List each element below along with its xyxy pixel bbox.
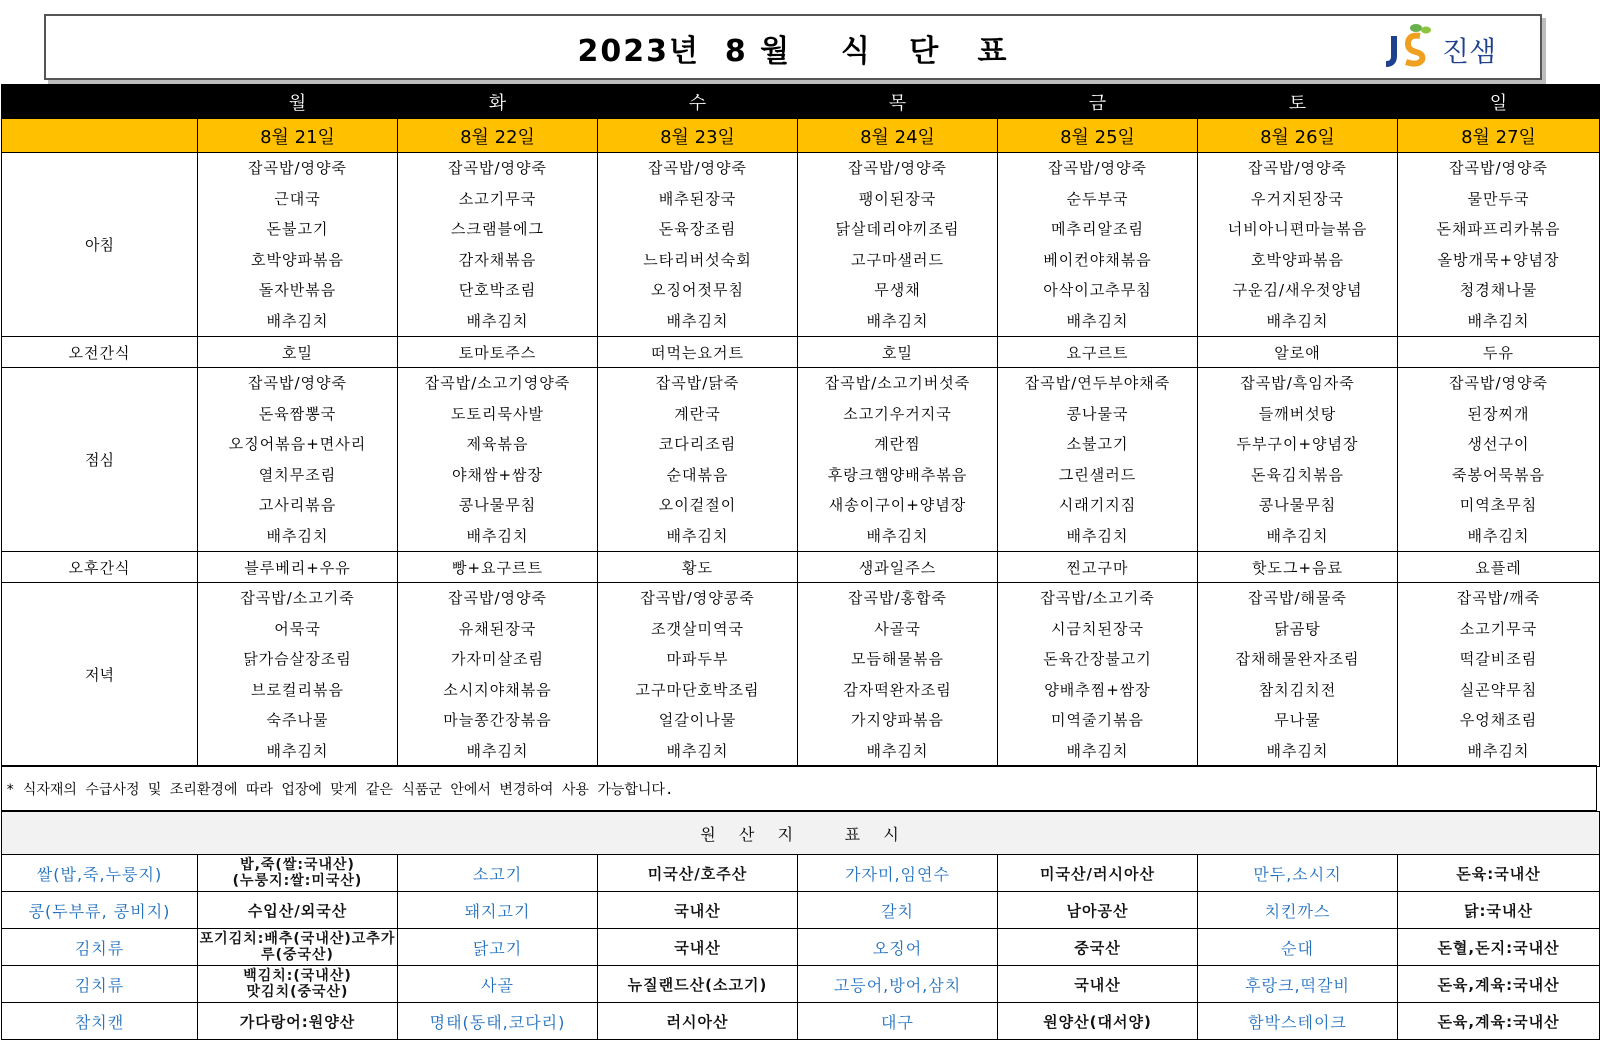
menu-item: 청경채나물 [1459,281,1538,299]
menu-item: 잡곡밥/영양콩죽 [640,589,755,607]
menu-item: 야채쌈+쌈장 [451,465,544,484]
meal-label: 오전간식 [2,337,198,368]
menu-item: 배추김치 [666,311,729,330]
menu-item: 잡채해물완자조림 [1235,650,1360,668]
meal-label: 아침 [2,153,198,337]
menu-item: 잡곡밥/연두부야채죽 [1024,374,1171,392]
origin-source: 국내산 [598,929,798,966]
menu-item: 미역줄기볶음 [1051,711,1144,729]
origin-food: 만두,소시지 [1198,855,1398,892]
menu-item: 숙주나물 [266,711,329,729]
menu-item: 호박양파볶음 [251,250,344,269]
origin-source: 국내산 [598,892,798,929]
menu-item: 잡곡밥/영양죽 [248,159,347,177]
meal-cell [198,153,398,337]
menu-item: 잡곡밥/영양죽 [848,159,947,177]
menu-item: 고구마단호박조림 [635,680,760,699]
snack-item: 알로애 [1198,337,1398,368]
origin-food: 김치류 [2,929,198,966]
menu-item: 베이컨야채볶음 [1043,250,1152,269]
menu-item: 배추된장국 [658,189,737,208]
weekday-header: 수 [598,85,798,119]
meal-cell [998,368,1198,552]
origin-food: 대구 [798,1003,998,1040]
meal-row-pm-snack [2,552,1600,583]
origin-row [2,892,1600,929]
menu-item: 사골국 [874,619,921,638]
date-header: 8월 26일 [1198,119,1398,153]
menu-item: 소시지야채볶음 [443,680,552,699]
menu-item: 그린샐러드 [1058,465,1137,484]
meal-cell [1198,583,1398,767]
menu-item: 떡갈비조림 [1459,650,1538,668]
menu-item: 잡곡밥/영양죽 [448,589,547,607]
origin-food: 돼지고기 [398,892,598,929]
menu-item: 배추김치 [266,526,329,545]
menu-item: 돌자반볶음 [258,281,337,299]
meal-label: 오후간식 [2,552,198,583]
menu-item: 콩나물국 [1066,404,1129,423]
menu-item: 우엉채조림 [1459,711,1538,729]
menu-item: 도토리묵사발 [451,404,544,423]
meal-cell [598,153,798,337]
origin-source: 남아공산 [998,892,1198,929]
snack-item: 요구르트 [998,337,1198,368]
origin-row [2,966,1600,1003]
weekday-header: 월 [198,85,398,119]
snack-item: 핫도그+음료 [1198,552,1398,583]
menu-item: 죽봉어묵볶음 [1452,465,1545,484]
menu-item: 돈불고기 [266,220,329,238]
menu-item: 얼갈이나물 [658,711,737,729]
weekday-header-row [2,85,1600,119]
menu-item: 배추김치 [266,741,329,760]
meal-cell [398,368,598,552]
origin-food: 순대 [1198,929,1398,966]
meal-cell [598,583,798,767]
menu-item: 양배추찜+쌈장 [1044,680,1151,699]
meal-cell [798,368,998,552]
meal-cell [1398,153,1600,337]
origin-source: 수입산/외국산 [198,892,398,929]
snack-item: 블루베리+우유 [198,552,398,583]
snack-item: 찐고구마 [998,552,1198,583]
weekday-header: 목 [798,85,998,119]
menu-item: 두부구이+양념장 [1236,435,1359,453]
origin-source: 원양산(대서양) [998,1003,1198,1040]
origin-source: 가다랑어:원양산 [198,1003,398,1040]
menu-item: 브로컬리볶음 [251,680,344,699]
menu-item: 콩나물무침 [1258,496,1337,514]
menu-item: 잡곡밥/영양죽 [1449,159,1548,177]
origin-source: 러시아산 [598,1003,798,1040]
snack-item: 황도 [598,552,798,583]
menu-item: 잡곡밥/닭죽 [655,374,740,392]
menu-item: 배추김치 [1266,741,1329,760]
menu-item: 무생채 [874,281,921,299]
meal-cell [798,583,998,767]
menu-item: 근대국 [274,189,321,208]
menu-item: 시금치된장국 [1051,619,1144,638]
weekday-header: 화 [398,85,598,119]
menu-item: 잡곡밥/깨죽 [1456,589,1541,607]
origin-food: 가자미,임연수 [798,855,998,892]
menu-item: 감자채볶음 [458,250,537,269]
origin-source: 미국산/호주산 [598,855,798,892]
menu-item: 감자떡완자조림 [843,680,952,699]
snack-item: 호밀 [798,337,998,368]
menu-item: 배추김치 [466,741,529,760]
menu-item: 열치무조림 [258,465,337,484]
meal-cell [1198,368,1398,552]
menu-item: 잡곡밥/영양죽 [1248,159,1347,177]
origin-food: 참치캔 [2,1003,198,1040]
menu-item: 순대볶음 [666,465,729,484]
origin-row [2,1003,1600,1040]
menu-item: 배추김치 [1066,311,1129,330]
menu-item: 소고기우거지국 [843,404,952,423]
menu-item: 잡곡밥/소고기죽 [1040,589,1155,607]
meal-cell [998,153,1198,337]
menu-item: 올방개묵+양념장 [1437,250,1560,269]
origin-source: 돈육,계육:국내산 [1398,1003,1600,1040]
menu-item: 잡곡밥/소고기영양죽 [424,374,571,392]
menu-item: 물만두국 [1467,189,1530,208]
menu-item: 잡곡밥/흑임자죽 [1240,374,1355,392]
weekday-header: 토 [1198,85,1398,119]
corner-cell [2,85,198,119]
origin-food: 사골 [398,966,598,1003]
meal-row-dinner [2,583,1600,767]
meal-label: 점심 [2,368,198,552]
menu-item: 계란찜 [874,435,921,453]
meal-cell [1398,368,1600,552]
menu-item: 잡곡밥/영양죽 [1449,374,1548,392]
company-logo [1380,22,1510,70]
menu-item: 소고기무국 [458,189,537,208]
origin-source: 닭:국내산 [1398,892,1600,929]
origin-food: 고등어,방어,삼치 [798,966,998,1003]
snack-item: 토마토주스 [398,337,598,368]
snack-item: 두유 [1398,337,1600,368]
origin-food: 명태(동태,코다리) [398,1003,598,1040]
origin-row [2,929,1600,966]
menu-item: 참치김치전 [1258,680,1337,699]
origin-row [2,855,1600,892]
menu-item: 가자미살조림 [451,650,544,668]
menu-item: 후랑크햄양배추볶음 [827,465,968,484]
snack-item: 호밀 [198,337,398,368]
menu-item: 우거지된장국 [1251,189,1344,208]
meal-cell [1198,153,1398,337]
origin-source: 중국산 [998,929,1198,966]
menu-item: 소고기무국 [1459,619,1538,638]
menu-item: 잡곡밥/소고기죽 [240,589,355,607]
menu-item: 오이겉절이 [658,496,737,514]
origin-source: 백김치:(국내산) 맛김치(중국산) [198,966,398,1003]
meal-label: 저녁 [2,583,198,767]
menu-item: 잡곡밥/영양죽 [1048,159,1147,177]
origin-food: 닭고기 [398,929,598,966]
origin-source: 미국산/러시아산 [998,855,1198,892]
meal-row-breakfast [2,153,1600,337]
menu-item: 돈채파프리카볶음 [1436,220,1561,238]
menu-item: 배추김치 [866,741,929,760]
date-header: 8월 23일 [598,119,798,153]
menu-item: 잡곡밥/소고기버섯죽 [824,374,971,392]
menu-item: 코다리조림 [658,435,737,453]
menu-item: 호박양파볶음 [1251,250,1344,269]
date-header: 8월 21일 [198,119,398,153]
menu-item: 순두부국 [1066,189,1129,208]
menu-item: 실곤약무침 [1459,680,1538,699]
date-header: 8월 24일 [798,119,998,153]
menu-item: 배추김치 [1266,526,1329,545]
menu-item: 모듬해물볶음 [851,650,944,668]
menu-item: 조갯살미역국 [651,619,744,638]
meal-cell [398,583,598,767]
date-header-row [2,119,1600,153]
origin-food: 콩(두부류, 콩비지) [2,892,198,929]
origin-food: 갈치 [798,892,998,929]
menu-item: 가지양파볶음 [851,711,944,729]
menu-item: 오징어볶음+면사리 [228,435,367,453]
menu-item: 무나물 [1274,711,1321,729]
origin-food: 오징어 [798,929,998,966]
date-header: 8월 27일 [1398,119,1600,153]
date-header: 8월 22일 [398,119,598,153]
weekday-header: 일 [1398,85,1600,119]
title-banner [44,14,1542,80]
menu-item: 닭곰탕 [1274,619,1321,638]
menu-item: 배추김치 [1266,311,1329,330]
menu-item: 생선구이 [1467,435,1530,453]
menu-item: 배추김치 [266,311,329,330]
weekday-header: 금 [998,85,1198,119]
origin-source: 뉴질랜드산(소고기) [598,966,798,1003]
menu-item: 돈육장조림 [658,220,737,238]
origin-food: 후랑크,떡갈비 [1198,966,1398,1003]
menu-item: 배추김치 [1467,526,1530,545]
menu-item: 배추김치 [1467,741,1530,760]
menu-item: 된장찌개 [1467,404,1530,423]
meal-cell [1398,583,1600,767]
corner-cell [2,119,198,153]
meal-cell [198,583,398,767]
menu-item: 배추김치 [866,526,929,545]
menu-item: 오징어젓무침 [651,281,744,299]
origin-food: 쌀(밥,죽,누룽지) [2,855,198,892]
menu-item: 배추김치 [866,311,929,330]
menu-item: 잡곡밥/영양죽 [248,374,347,392]
menu-item: 느타리버섯숙회 [643,250,752,269]
meal-cell [998,583,1198,767]
meal-cell [398,153,598,337]
menu-item: 배추김치 [466,311,529,330]
menu-item: 배추김치 [666,526,729,545]
menu-item: 새송이구이+양념장 [828,496,967,514]
origin-source: 돈혈,돈지:국내산 [1398,929,1600,966]
origin-source: 포기김치:배추(국내산)고추가루(중국산) [198,929,398,966]
menu-item: 아삭이고추무침 [1043,281,1152,299]
menu-item: 배추김치 [1066,526,1129,545]
menu-item: 스크램블에그 [451,220,544,238]
snack-item: 요플레 [1398,552,1600,583]
menu-item: 돈육간장불고기 [1043,650,1152,668]
substitution-note: * 식자재의 수급사정 및 조리환경에 따라 업장에 맞게 같은 식품군 안에서 변경하여 사용 가능합니다. [1,765,1597,811]
meal-cell [798,153,998,337]
menu-item: 배추김치 [466,526,529,545]
date-header: 8월 25일 [998,119,1198,153]
menu-item: 구운김/새우젓양념 [1232,281,1363,299]
menu-item: 들깨버섯탕 [1258,404,1337,423]
menu-item: 너비아니편마늘볶음 [1227,220,1368,238]
menu-item: 소불고기 [1066,435,1129,453]
origin-food: 함박스테이크 [1198,1003,1398,1040]
snack-item: 생과일주스 [798,552,998,583]
origin-header: 원 산 지 표 시 [2,812,1600,855]
snack-item: 떠먹는요거트 [598,337,798,368]
menu-item: 콩나물무침 [458,496,537,514]
menu-item: 고사리볶음 [258,496,337,514]
menu-item: 계란국 [674,404,721,423]
snack-item: 빵+요구르트 [398,552,598,583]
menu-item: 배추김치 [1467,311,1530,330]
page-title: 2023년 8 월 식 단 표 [577,34,1009,69]
menu-item: 단호박조림 [458,281,537,299]
menu-item: 잡곡밥/영양죽 [448,159,547,177]
menu-item: 고구마샐러드 [851,250,944,269]
origin-header-row [2,812,1600,855]
menu-item: 마늘쫑간장볶음 [443,711,552,729]
js-logo-icon [1380,22,1440,70]
menu-item: 잡곡밥/해물죽 [1248,589,1347,607]
meal-row-lunch [2,368,1600,552]
origin-food: 치킨까스 [1198,892,1398,929]
menu-item: 잡곡밥/영양죽 [648,159,747,177]
menu-item: 닭살데리야끼조림 [835,220,960,238]
menu-item: 미역초무침 [1459,496,1538,514]
origin-source: 돈육,계육:국내산 [1398,966,1600,1003]
menu-item: 돈육김치볶음 [1251,465,1344,484]
meal-cell [598,368,798,552]
origin-food: 김치류 [2,966,198,1003]
origin-source: 국내산 [998,966,1198,1003]
menu-item: 배추김치 [666,741,729,760]
menu-item: 어묵국 [274,619,321,638]
menu-item: 마파두부 [666,650,729,668]
origin-table [1,811,1600,1040]
meal-cell [198,368,398,552]
menu-item: 메추리알조림 [1051,220,1144,238]
menu-item: 돈육짬뽕국 [258,404,337,423]
menu-item: 유채된장국 [458,619,537,638]
menu-item: 시래기지짐 [1058,496,1137,514]
menu-item: 배추김치 [1066,741,1129,760]
meal-row-am-snack [2,337,1600,368]
origin-food: 소고기 [398,855,598,892]
menu-item: 제육볶음 [466,435,529,453]
origin-source: 돈육:국내산 [1398,855,1600,892]
origin-source: 밥,죽(쌀:국내산) (누룽지:쌀:미국산) [198,855,398,892]
logo-text: 진샘 [1442,35,1497,68]
weekly-menu-table [1,84,1600,767]
menu-item: 닭가슴살장조림 [243,650,352,668]
menu-item: 잡곡밥/홍합죽 [848,589,947,607]
menu-item: 팽이된장국 [858,189,937,208]
